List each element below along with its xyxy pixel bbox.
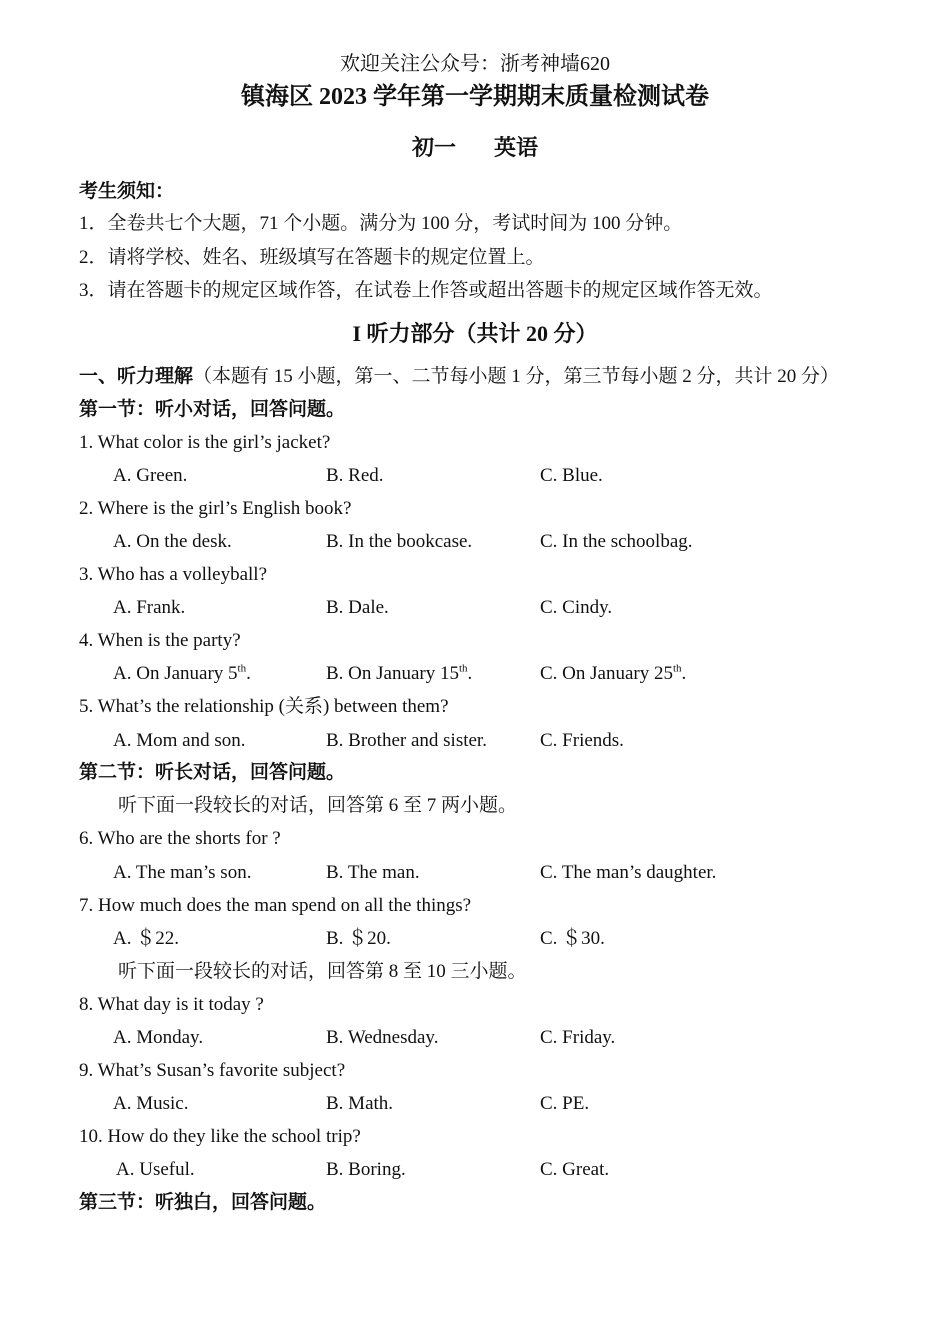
subsection-heading-3: 第三节：听独白，回答问题。 [79, 1192, 327, 1213]
part1-title: I 听力部分（共计 20 分） [352, 321, 598, 346]
section-note: （本题有 15 小题，第一、二节每小题 1 分，第三节每小题 2 分，共计 20 分） [193, 366, 840, 387]
question-6: 6. Who are the shorts for ? [79, 828, 281, 849]
option-c-end: . [681, 663, 687, 684]
option-c: C. Blue. [540, 465, 603, 486]
option-b: B. Red. [326, 465, 384, 486]
option-b: B. Brother and sister. [326, 730, 487, 751]
option-a: A. Frank. [113, 597, 186, 618]
option-a: A. Monday. [113, 1027, 204, 1048]
section-heading-label: 一、听力理解 [79, 366, 194, 387]
question-9: 9. What’s Susan’s favorite subject? [79, 1060, 346, 1081]
option-b: B. Dale. [326, 597, 389, 618]
option-b [326, 662, 472, 686]
instruction-6-7: 听下面一段较长的对话，回答第 6 至 7 两小题。 [118, 795, 518, 816]
option-c: C. ＄30. [540, 928, 605, 949]
question-10: 10. How do they like the school trip? [79, 1126, 361, 1147]
option-b: B. In the bookcase. [326, 531, 473, 552]
question-3: 3. Who has a volleyball? [79, 564, 268, 585]
option-a: A. The man’s son. [113, 862, 252, 883]
option-a: A. On the desk. [113, 531, 232, 552]
subsection-heading-1: 第一节：听小对话，回答问题。 [79, 399, 346, 420]
option-c: C. Friday. [540, 1027, 616, 1048]
option-c: C. PE. [540, 1093, 590, 1114]
subject-label: 英语 [494, 135, 539, 160]
option-a: A. Music. [113, 1093, 189, 1114]
option-b-end: . [467, 663, 473, 684]
option-c-text: C. On January 25 [540, 663, 673, 684]
option-c [540, 662, 686, 686]
notice-item: 3．请在答题卡的规定区域作答，在试卷上作答或超出答题卡的规定区域作答无效。 [79, 280, 773, 301]
option-c: C. Cindy. [540, 597, 613, 618]
subsection-heading-2: 第二节：听长对话，回答问题。 [79, 762, 346, 783]
option-b: B. Wednesday. [326, 1027, 439, 1048]
option-a-end: . [246, 663, 251, 684]
option-a [113, 662, 251, 686]
instruction-8-10: 听下面一段较长的对话，回答第 8 至 10 三小题。 [118, 961, 527, 982]
question-7: 7. How much does the man spend on all the things? [79, 895, 472, 916]
question-2: 2. Where is the girl’s English book? [79, 498, 352, 519]
ordinal-suffix: th [237, 662, 247, 675]
option-c: C. In the schoolbag. [540, 531, 693, 552]
option-c: C. The man’s daughter. [540, 862, 717, 883]
option-a: A. ＄22. [113, 928, 179, 949]
option-c: C. Great. [540, 1159, 610, 1180]
option-b-text: B. On January 15 [326, 663, 459, 684]
option-a: A. Green. [113, 465, 188, 486]
option-b: B. Boring. [326, 1159, 406, 1180]
grade-subject [0, 134, 950, 162]
option-b: B. The man. [326, 862, 420, 883]
section-heading [79, 365, 839, 389]
question-4: 4. When is the party? [79, 630, 241, 651]
grade-label: 初一 [411, 135, 456, 160]
question-5: 5. What’s the relationship (关系) between them? [79, 696, 449, 717]
option-c: C. Friends. [540, 730, 624, 751]
exam-title: 镇海区 2023 学年第一学期期末质量检测试卷 [241, 84, 709, 110]
question-8: 8. What day is it today ? [79, 994, 264, 1015]
option-a: A. Mom and son. [113, 730, 246, 751]
question-1: 1. What color is the girl’s jacket? [79, 432, 331, 453]
option-a: A. Useful. [116, 1159, 195, 1180]
option-b: B. Math. [326, 1093, 394, 1114]
watermark-text: 欢迎关注公众号：浙考神墙620 [340, 53, 610, 75]
ordinal-suffix: th [672, 662, 682, 675]
notice-heading: 考生须知： [79, 181, 175, 202]
option-b: B. ＄20. [326, 928, 391, 949]
notice-item: 2．请将学校、姓名、班级填写在答题卡的规定位置上。 [79, 247, 545, 268]
notice-item: 1．全卷共七个大题，71 个小题。满分为 100 分，考试时间为 100 分钟。 [79, 213, 683, 234]
ordinal-suffix: th [458, 662, 468, 675]
option-a-text: A. On January 5 [113, 663, 238, 684]
